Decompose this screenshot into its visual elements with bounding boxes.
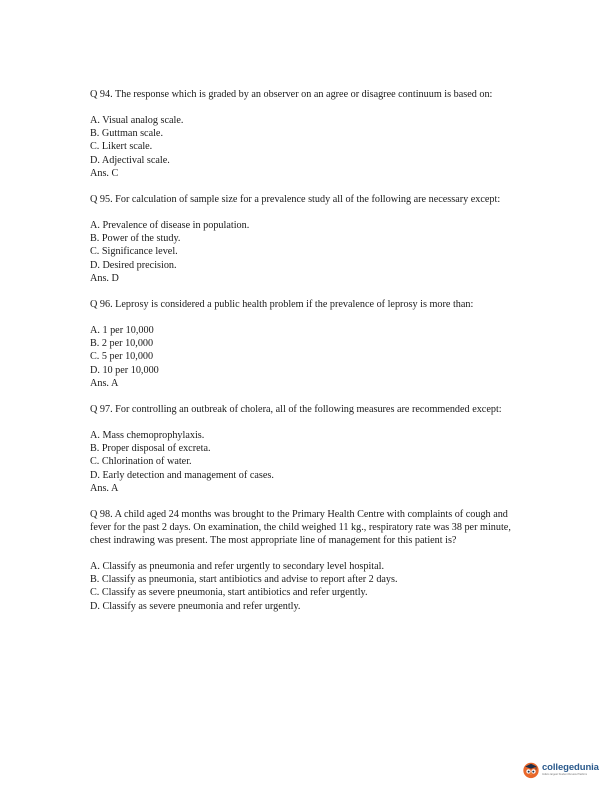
question-text: Q 96. Leprosy is considered a public health problem if the prevalence of leprosy is more than: <box>90 299 474 311</box>
option-a: A. Classify as pneumonia and refer urgently to secondary level hospital. <box>90 561 385 573</box>
option-a: A. 1 per 10,000 <box>90 325 154 337</box>
options-list <box>90 560 530 613</box>
option-c: C. Classify as severe pneumonia, start antibiotics and refer urgently. <box>90 587 368 599</box>
options-list <box>90 219 530 285</box>
option-c: C. Chlorination of water. <box>90 456 192 468</box>
answer-text: Ans. A <box>90 482 119 494</box>
logo-text-group <box>542 763 599 776</box>
question-block-94 <box>90 88 530 180</box>
option-b: B. Power of the study. <box>90 233 181 245</box>
question-block-98 <box>90 508 530 613</box>
options-list <box>90 429 530 495</box>
option-b: B. Proper disposal of excreta. <box>90 443 211 455</box>
option-a: A. Visual analog scale. <box>90 115 184 126</box>
answer-text: Ans. C <box>90 167 119 179</box>
option-d: D. Early detection and management of cases. <box>90 469 274 481</box>
document-page <box>90 88 530 626</box>
question-text: Q 95. For calculation of sample size for a prevalence study all of the following are necessary except: <box>90 194 501 206</box>
option-a: A. Prevalence of disease in population. <box>90 220 250 232</box>
option-c: C. 5 per 10,000 <box>90 351 154 363</box>
owl-mascot-icon <box>522 761 540 779</box>
logo-tagline: India's largest Student Review Platform <box>542 772 588 776</box>
option-c: C. Likert scale. <box>90 141 153 153</box>
option-b: B. 2 per 10,000 <box>90 338 154 350</box>
option-d: D. Classify as severe pneumonia and refer urgently. <box>90 600 301 612</box>
question-block-95 <box>90 193 530 285</box>
question-text: Q 94. The response which is graded by an observer on an agree or disagree continuum is based on: <box>90 89 493 100</box>
question-block-96 <box>90 298 530 390</box>
collegedunia-logo[interactable] <box>522 760 599 780</box>
option-b: B. Guttman scale. <box>90 128 163 140</box>
answer-text: Ans. D <box>90 272 119 284</box>
option-b: B. Classify as pneumonia, start antibiotics and advise to report after 2 days. <box>90 574 398 586</box>
question-text: Q 98. A child aged 24 months was brought to the Primary Health Centre with complaints of cough and fever for the past 2 days. On examination, the child weighed 11 kg., respiratory rate was 38 per minute, chest indrawing was present. The most appropriate line of management for this patient is? <box>90 509 511 547</box>
option-c: C. Significance level. <box>90 246 178 258</box>
question-block-97 <box>90 403 530 495</box>
question-text: Q 97. For controlling an outbreak of cholera, all of the following measures are recommended except: <box>90 404 502 416</box>
option-a: A. Mass chemoprophylaxis. <box>90 430 205 442</box>
options-list <box>90 114 530 180</box>
option-d: D. Adjectival scale. <box>90 154 170 166</box>
option-d: D. Desired precision. <box>90 259 177 271</box>
logo-wordmark: collegedunia <box>542 762 599 774</box>
option-d: D. 10 per 10,000 <box>90 364 159 376</box>
answer-text: Ans. A <box>90 377 119 389</box>
options-list <box>90 324 530 390</box>
